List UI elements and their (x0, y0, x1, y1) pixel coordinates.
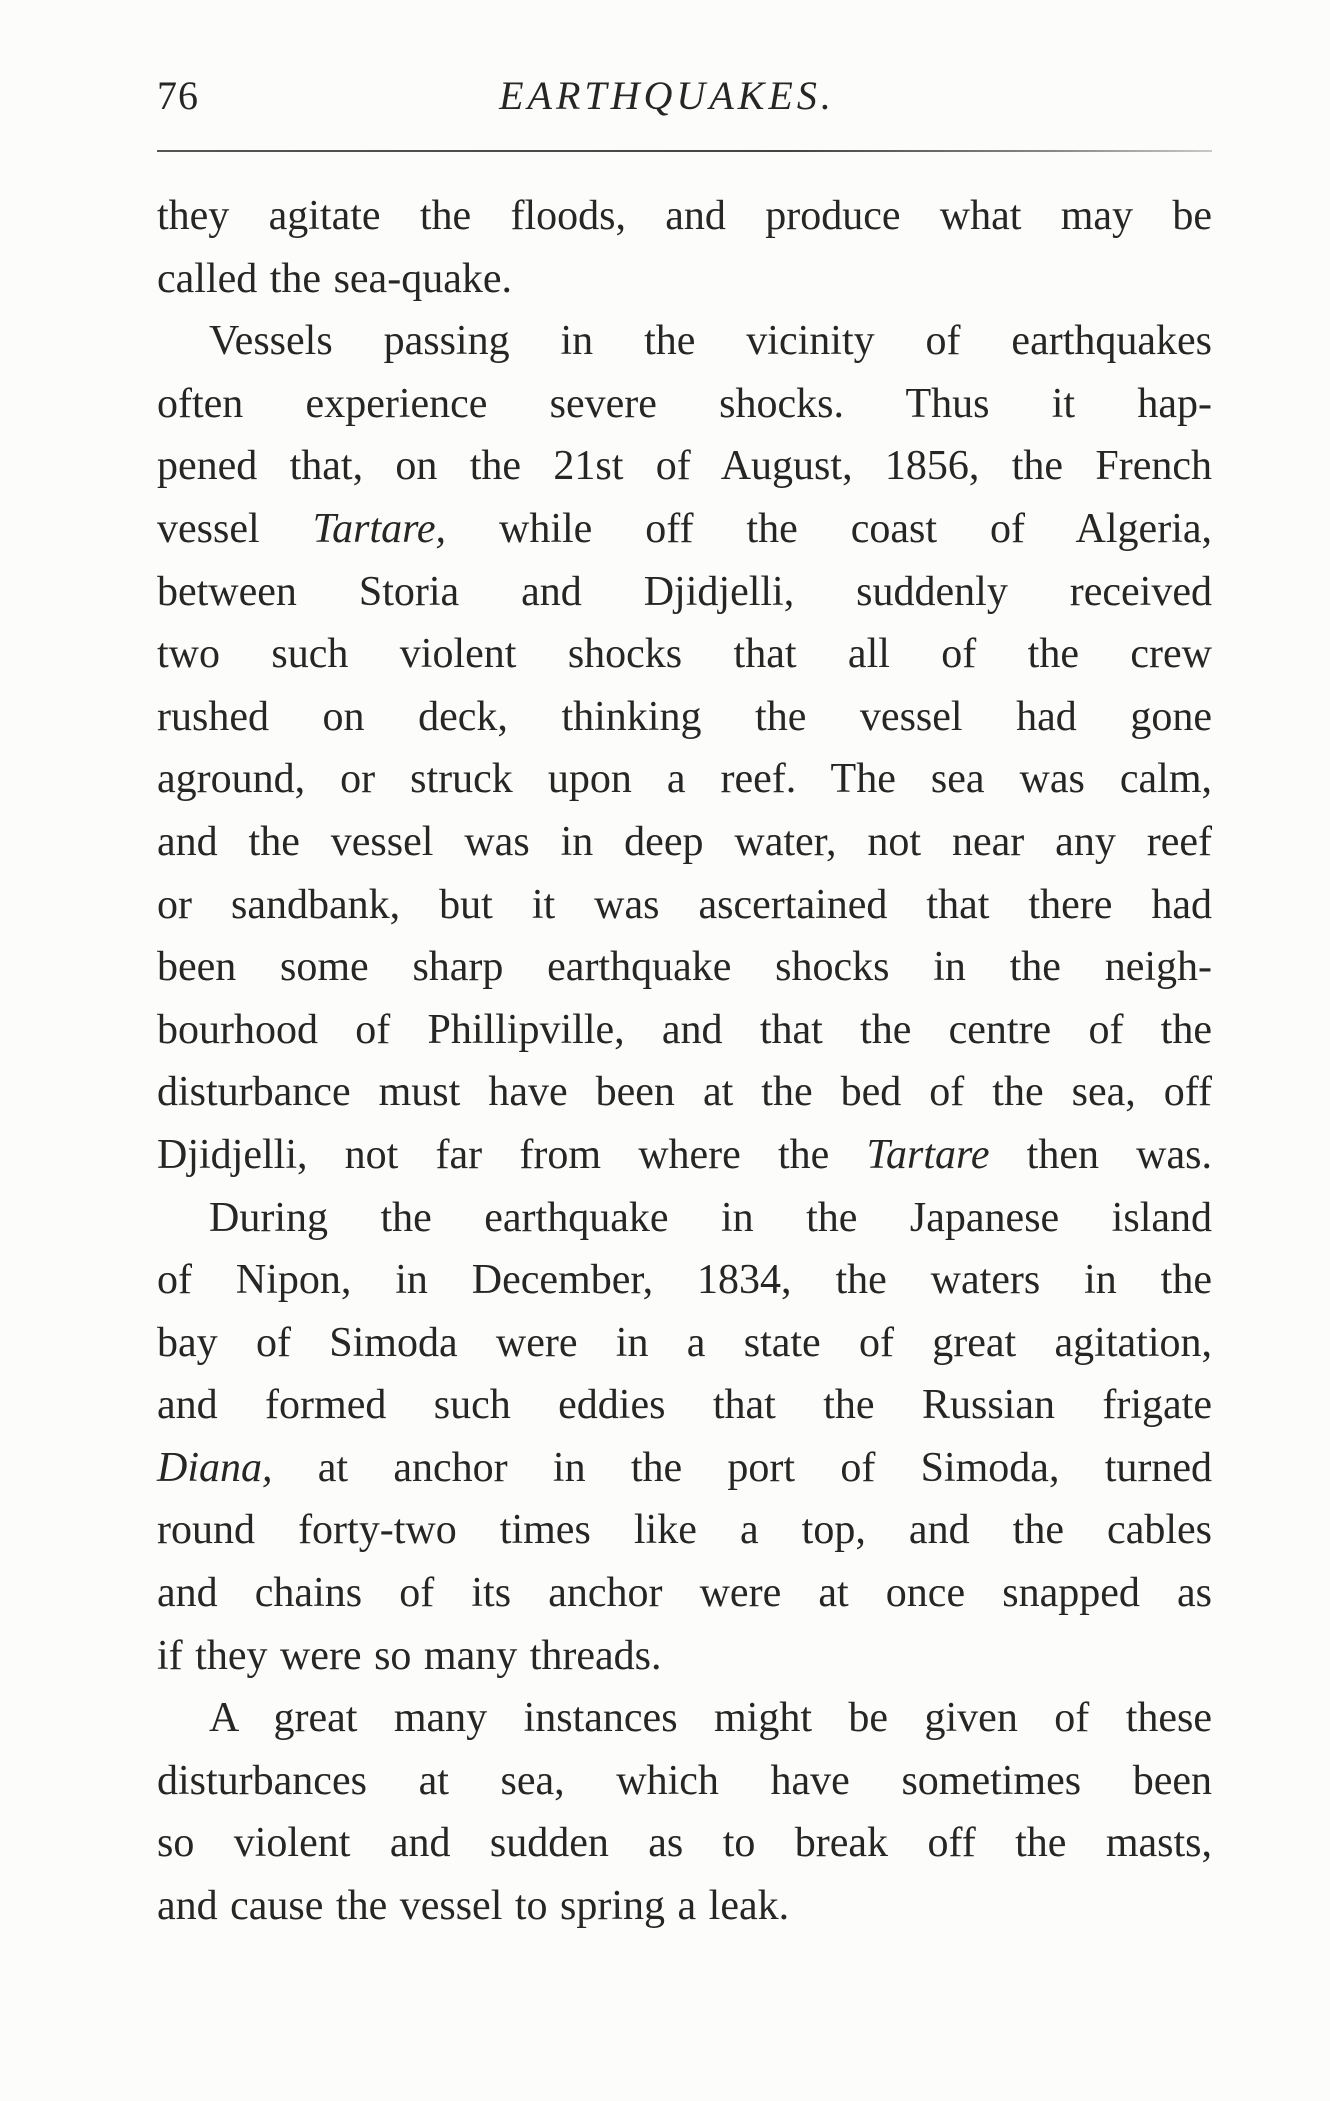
text-segment: while off the coast of Algeria, (499, 505, 1212, 552)
text-line: Vessels passing in the vicinity of earthquakes (209, 318, 1212, 365)
text-segment: vessel (157, 505, 260, 552)
text-line: called the sea-quake. (157, 255, 512, 302)
text-line: if they were so many threads. (157, 1632, 662, 1679)
text-line: A great many instances might be given of these (209, 1695, 1212, 1742)
text-line: round forty-two times like a top, and the cables (157, 1507, 1212, 1554)
ship-name-italic: Diana, (157, 1444, 273, 1491)
text-line: often experience severe shocks. Thus it hap- (157, 380, 1212, 427)
text-line: bourhood of Phillipville, and that the centre of the (157, 1006, 1212, 1053)
text-line: and chains of its anchor were at once snapped as (157, 1570, 1212, 1617)
text-line: pened that, on the 21st of August, 1856, the French (157, 443, 1212, 490)
text-line: and formed such eddies that the Russian frigate (157, 1382, 1212, 1429)
text-segment: at anchor in the port of Simoda, turned (317, 1444, 1213, 1491)
ship-name-italic: Tartare, (312, 505, 447, 552)
text-line: and the vessel was in deep water, not near any reef (157, 818, 1212, 865)
header-rule (157, 150, 1212, 152)
text-line: they agitate the floods, and produce what may be (157, 193, 1212, 239)
text-line (157, 1124, 1212, 1187)
text-segment: Djidjelli, not far from where the (157, 1131, 830, 1178)
page-number: 76 (157, 73, 199, 118)
text-line: been some sharp earthquake shocks in the neigh- (157, 944, 1212, 991)
text-line: so violent and sudden as to break off the masts, (157, 1820, 1212, 1867)
text-line: two such violent shocks that all of the crew (157, 631, 1212, 678)
text-line: disturbance must have been at the bed of the sea, off (157, 1069, 1212, 1116)
paragraph (157, 1687, 1212, 1937)
running-head (157, 72, 1207, 132)
text-line: During the earthquake in the Japanese island (209, 1194, 1212, 1241)
paragraph (157, 185, 1212, 310)
text-segment: then was. (1026, 1131, 1212, 1178)
text-line (157, 1437, 1212, 1500)
text-line (157, 498, 1212, 561)
text-line: of Nipon, in December, 1834, the waters in the (157, 1257, 1212, 1304)
body-text (157, 185, 1212, 1938)
text-line: between Storia and Djidjelli, suddenly received (157, 568, 1212, 615)
ship-name-italic: Tartare (866, 1131, 990, 1178)
text-line: rushed on deck, thinking the vessel had gone (157, 693, 1212, 740)
text-line: or sandbank, but it was ascertained that there had (157, 881, 1212, 928)
paragraph (157, 310, 1212, 1186)
text-line: disturbances at sea, which have sometimes been (157, 1757, 1212, 1804)
paragraph (157, 1187, 1212, 1688)
text-line: bay of Simoda were in a state of great agitation, (157, 1319, 1212, 1366)
text-line: and cause the vessel to spring a leak. (157, 1883, 790, 1930)
text-line: aground, or struck upon a reef. The sea was calm, (157, 756, 1212, 803)
running-title: EARTHQUAKES. (499, 73, 835, 118)
